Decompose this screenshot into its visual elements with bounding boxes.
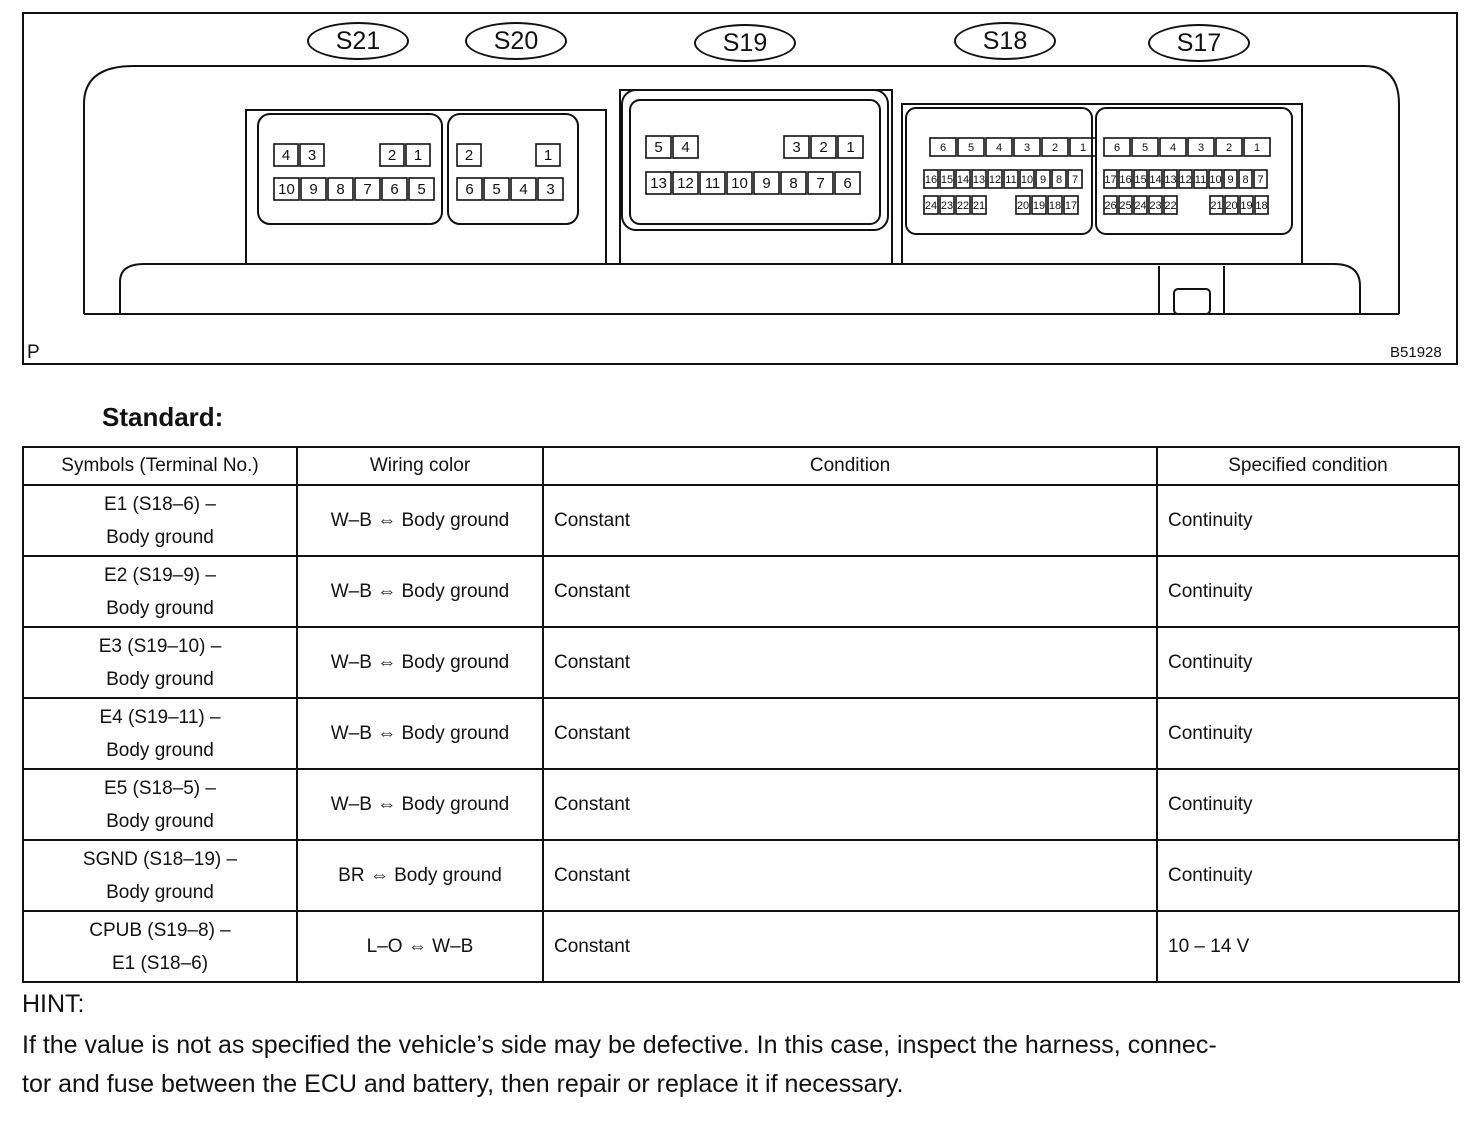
connector-pin: [1104, 196, 1117, 214]
hint-line-1: If the value is not as specified the vehicle’s side may be defective. In this case, inspect the harness, connec-: [22, 1031, 1217, 1059]
connector-pin: [1016, 196, 1030, 214]
connector-pin-label: 3: [792, 139, 801, 156]
connector-pin: [646, 172, 671, 194]
connector-pin: [958, 138, 984, 156]
connector-pin: [380, 144, 404, 166]
connector-pin: [1164, 196, 1177, 214]
connector-pin-label: 1: [1253, 142, 1261, 154]
connector-pin: [1216, 138, 1242, 156]
table-row: [23, 485, 1459, 556]
connector-pin-label: 3: [546, 181, 555, 198]
header-specified-condition: Specified condition: [1157, 447, 1459, 485]
cell-specified: Continuity: [1157, 698, 1459, 769]
connector-pin: [811, 136, 836, 158]
connector-pin: [1254, 170, 1267, 188]
cell-symbol: [23, 627, 297, 698]
symbol-line-1: E1 (S18–6) –: [104, 493, 216, 515]
connector-label-s20: S20: [465, 22, 567, 60]
connector-pin-label: 4: [1169, 142, 1177, 154]
cell-condition: Constant: [543, 627, 1157, 698]
symbol-line-1: E4 (S19–11) –: [99, 706, 221, 728]
connector-pin: [511, 178, 536, 200]
symbol-line-2: Body ground: [106, 810, 214, 832]
hint-title: HINT:: [22, 990, 85, 1018]
connector-pin-label: 8: [336, 181, 345, 198]
symbol-line-1: E5 (S18–5) –: [104, 777, 216, 799]
connector-pin: [1119, 196, 1132, 214]
connector-pin: [1255, 196, 1268, 214]
connector-pin: [924, 170, 938, 188]
cell-wiring: L–O ⇔ W–B: [297, 911, 543, 982]
symbol-line-2: E1 (S18–6): [111, 952, 209, 974]
hint-text: [22, 1026, 1462, 1104]
cell-specified: Continuity: [1157, 769, 1459, 840]
symbol-line-1: CPUB (S19–8) –: [89, 919, 231, 941]
connector-pin: [1149, 170, 1162, 188]
connector-pin-label: 9: [1039, 174, 1047, 186]
connector-pin: [1048, 196, 1062, 214]
connector-pin-label: 17: [1104, 174, 1117, 186]
connector-label-s18: S18: [954, 22, 1056, 60]
connector-pin: [1064, 196, 1078, 214]
connector-pin: [536, 144, 560, 166]
connector-pin-label: 3: [1023, 142, 1031, 154]
connector-pin: [940, 196, 954, 214]
connector-pin: [1224, 170, 1237, 188]
connector-pin-label: 8: [1242, 174, 1249, 186]
connector-pin-label: 14: [956, 174, 970, 186]
connector-pin-label: 26: [1104, 200, 1117, 212]
connector-pin-label: 9: [762, 175, 771, 192]
symbol-line-2: Body ground: [106, 668, 214, 690]
connector-pin-label: 7: [816, 175, 825, 192]
connector-pin: [1042, 138, 1068, 156]
connector-pin: [1020, 170, 1034, 188]
connector-pin: [1225, 196, 1238, 214]
connector-pin-label: 23: [940, 200, 954, 212]
connector-pin: [1179, 170, 1192, 188]
connector-pin-label: 10: [1209, 174, 1222, 186]
connector-pin: [940, 170, 954, 188]
cell-wiring: W–B ⇔ Body ground: [297, 769, 543, 840]
connector-pin-label: 21: [972, 200, 986, 212]
connector-pin-label: 2: [1225, 142, 1233, 154]
connector-pin: [1134, 170, 1147, 188]
cell-symbol: [23, 698, 297, 769]
connector-pin: [1004, 170, 1018, 188]
connector-pin: [1239, 170, 1252, 188]
connector-pin: [727, 172, 752, 194]
connector-pin-label: 13: [972, 174, 986, 186]
connector-pin: [274, 144, 298, 166]
connector-pin: [457, 144, 481, 166]
connector-pin: [988, 170, 1002, 188]
cell-wiring: BR ⇔ Body ground: [297, 840, 543, 911]
connector-pin-label: 3: [307, 147, 317, 164]
connector-pin: [972, 170, 986, 188]
table-row: [23, 627, 1459, 698]
connector-pin-label: 22: [1164, 200, 1177, 212]
connector-pin-label: 7: [363, 181, 372, 198]
connector-pin-label: 7: [1071, 174, 1079, 186]
connector-label-s21: S21: [307, 22, 409, 60]
symbol-line-2: Body ground: [106, 739, 214, 761]
cell-symbol: [23, 769, 297, 840]
diagram-corner-label: P: [27, 342, 40, 363]
connector-pin: [1164, 170, 1177, 188]
hint-line-2: tor and fuse between the ECU and battery, then repair or replace it if necessary.: [22, 1070, 904, 1098]
cell-condition: Constant: [543, 485, 1157, 556]
connector-pin-label: 4: [519, 181, 528, 198]
connector-pin: [1194, 170, 1207, 188]
connector-pin-label: 2: [1051, 142, 1059, 154]
connector-pin-label: 8: [789, 175, 798, 192]
figure-code: B51928: [1390, 344, 1442, 361]
connector-pin-label: 5: [1141, 142, 1149, 154]
spec-table: [22, 446, 1460, 983]
symbol-line-1: E3 (S19–10) –: [98, 635, 222, 657]
connector-pin-label: 5: [654, 139, 663, 156]
connector-pin: [986, 138, 1012, 156]
symbol-line-2: Body ground: [106, 597, 214, 619]
cell-symbol: [23, 485, 297, 556]
header-wiring-color: Wiring color: [297, 447, 543, 485]
connector-pin: [1210, 196, 1223, 214]
connector-pin-label: 24: [924, 200, 938, 212]
table-row: [23, 840, 1459, 911]
connector-pin-label: 15: [1134, 174, 1147, 186]
connector-pin: [457, 178, 482, 200]
connector-pin: [956, 170, 970, 188]
connector-pin-label: 9: [1227, 174, 1234, 186]
connector-pin-label: 10: [1020, 174, 1034, 186]
connector-pin: [1032, 196, 1046, 214]
connector-pin-label: 4: [281, 147, 291, 164]
connector-pin-label: 1: [1079, 142, 1087, 154]
connector-pin-label: 8: [1055, 174, 1063, 186]
connector-pin-label: 23: [1149, 200, 1162, 212]
connector-pin-label: 24: [1134, 200, 1147, 212]
connector-pin: [784, 136, 809, 158]
connector-pin-label: 6: [1113, 142, 1121, 154]
table-row: [23, 556, 1459, 627]
connector-pin: [924, 196, 938, 214]
symbol-line-1: SGND (S18–19) –: [82, 848, 238, 870]
connector-pin-label: 22: [956, 200, 970, 212]
header-symbols: Symbols (Terminal No.): [23, 447, 297, 485]
connector-pin-label: 6: [465, 181, 474, 198]
cell-specified: Continuity: [1157, 485, 1459, 556]
connector-pin-label: 11: [1194, 174, 1207, 186]
connector-pin-label: 25: [1119, 200, 1132, 212]
connector-pin-label: 18: [1255, 200, 1268, 212]
cell-condition: Constant: [543, 556, 1157, 627]
connector-pin: [1244, 138, 1270, 156]
connector-pin: [1119, 170, 1132, 188]
connector-pin-label: 11: [1005, 174, 1017, 186]
connector-pin-label: 20: [1225, 200, 1238, 212]
connector-pin-label: 20: [1016, 200, 1030, 212]
connector-pin: [972, 196, 986, 214]
connector-pin-label: 9: [309, 181, 318, 198]
cell-condition: Constant: [543, 698, 1157, 769]
connector-pin-label: 15: [940, 174, 954, 186]
connector-pin: [1188, 138, 1214, 156]
connector-pin-label: 4: [681, 139, 690, 156]
connector-pin: [301, 178, 326, 200]
connector-pin-label: 16: [1119, 174, 1132, 186]
cell-wiring: W–B ⇔ Body ground: [297, 698, 543, 769]
connector-pin-label: 13: [1164, 174, 1177, 186]
connector-pin-label: 3: [1197, 142, 1205, 154]
connector-pin: [673, 136, 698, 158]
connector-pin-label: 1: [846, 139, 855, 156]
connector-pin: [300, 144, 324, 166]
connector-pin: [1209, 170, 1222, 188]
connector-pin: [930, 138, 956, 156]
connector-pin-label: 5: [967, 142, 975, 154]
cell-wiring: W–B ⇔ Body ground: [297, 556, 543, 627]
cell-specified: 10 – 14 V: [1157, 911, 1459, 982]
connector-pin-label: 19: [1240, 200, 1253, 212]
symbol-line-2: Body ground: [106, 526, 214, 548]
connector-pin: [484, 178, 509, 200]
cell-specified: Continuity: [1157, 556, 1459, 627]
cell-condition: Constant: [543, 840, 1157, 911]
cell-wiring: W–B ⇔ Body ground: [297, 627, 543, 698]
table-header-row: [23, 447, 1459, 485]
connector-pin-label: 18: [1048, 200, 1062, 212]
ecu-connector-drawing: [24, 14, 1456, 363]
connector-pin: [838, 136, 863, 158]
symbol-line-1: E2 (S19–9) –: [104, 564, 216, 586]
connector-pin-label: 2: [464, 147, 474, 164]
connector-pin-label: 5: [492, 181, 501, 198]
connector-pin-label: 6: [390, 181, 399, 198]
connector-pin: [328, 178, 353, 200]
connector-pin: [1068, 170, 1082, 188]
connector-label-s17: S17: [1148, 24, 1250, 62]
symbol-line-2: Body ground: [106, 881, 214, 903]
connector-pin-label: 6: [843, 175, 852, 192]
connector-pin: [700, 172, 725, 194]
connector-pin-label: 7: [1257, 174, 1264, 186]
connector-pin: [382, 178, 407, 200]
connector-pin: [1104, 138, 1130, 156]
connector-pin-label: 1: [413, 147, 423, 164]
cell-condition: Constant: [543, 911, 1157, 982]
connector-pin-label: 12: [677, 175, 694, 192]
table-row: [23, 911, 1459, 982]
connector-pin-label: 1: [543, 147, 553, 164]
connector-pin: [1160, 138, 1186, 156]
standard-heading: Standard:: [102, 402, 224, 432]
connector-pin: [1036, 170, 1050, 188]
cell-symbol: [23, 556, 297, 627]
connector-pin-label: 10: [278, 181, 295, 198]
connector-pin-label: 2: [819, 139, 828, 156]
cell-specified: Continuity: [1157, 840, 1459, 911]
connector-pin: [538, 178, 563, 200]
cell-wiring: W–B ⇔ Body ground: [297, 485, 543, 556]
connector-pin-label: 13: [650, 175, 667, 192]
table-row: [23, 698, 1459, 769]
connector-pin: [1052, 170, 1066, 188]
connector-diagram: [22, 12, 1458, 365]
connector-pin-label: 11: [704, 175, 721, 192]
connector-pin: [1134, 196, 1147, 214]
connector-pin-label: 21: [1210, 200, 1223, 212]
connector-pin: [835, 172, 860, 194]
connector-pin: [1240, 196, 1253, 214]
connector-pin: [956, 196, 970, 214]
connector-pin-label: 12: [988, 174, 1002, 186]
connector-pin-label: 10: [731, 175, 748, 192]
connector-pin-label: 14: [1149, 174, 1162, 186]
cell-symbol: [23, 840, 297, 911]
cell-specified: Continuity: [1157, 627, 1459, 698]
connector-pin: [754, 172, 779, 194]
connector-pin: [1014, 138, 1040, 156]
connector-pin: [646, 136, 671, 158]
connector-pin-label: 2: [387, 147, 397, 164]
connector-pin: [808, 172, 833, 194]
connector-pin-label: 12: [1179, 174, 1192, 186]
table-row: [23, 769, 1459, 840]
connector-pin: [1149, 196, 1162, 214]
connector-pin: [406, 144, 430, 166]
connector-pin: [274, 178, 299, 200]
connector-pin: [1104, 170, 1117, 188]
connector-pin: [781, 172, 806, 194]
connector-pin: [355, 178, 380, 200]
connector-pin: [409, 178, 434, 200]
header-condition: Condition: [543, 447, 1157, 485]
connector-pin-label: 17: [1064, 200, 1078, 212]
connector-label-s19: S19: [694, 24, 796, 62]
connector-pin-label: 19: [1032, 200, 1046, 212]
connector-pin: [673, 172, 698, 194]
cell-symbol: [23, 911, 297, 982]
connector-pin-label: 16: [924, 174, 938, 186]
connector-pin-label: 4: [995, 142, 1003, 154]
connector-pin-label: 6: [939, 142, 947, 154]
connector-pin: [1132, 138, 1158, 156]
cell-condition: Constant: [543, 769, 1157, 840]
connector-pin-label: 5: [417, 181, 426, 198]
